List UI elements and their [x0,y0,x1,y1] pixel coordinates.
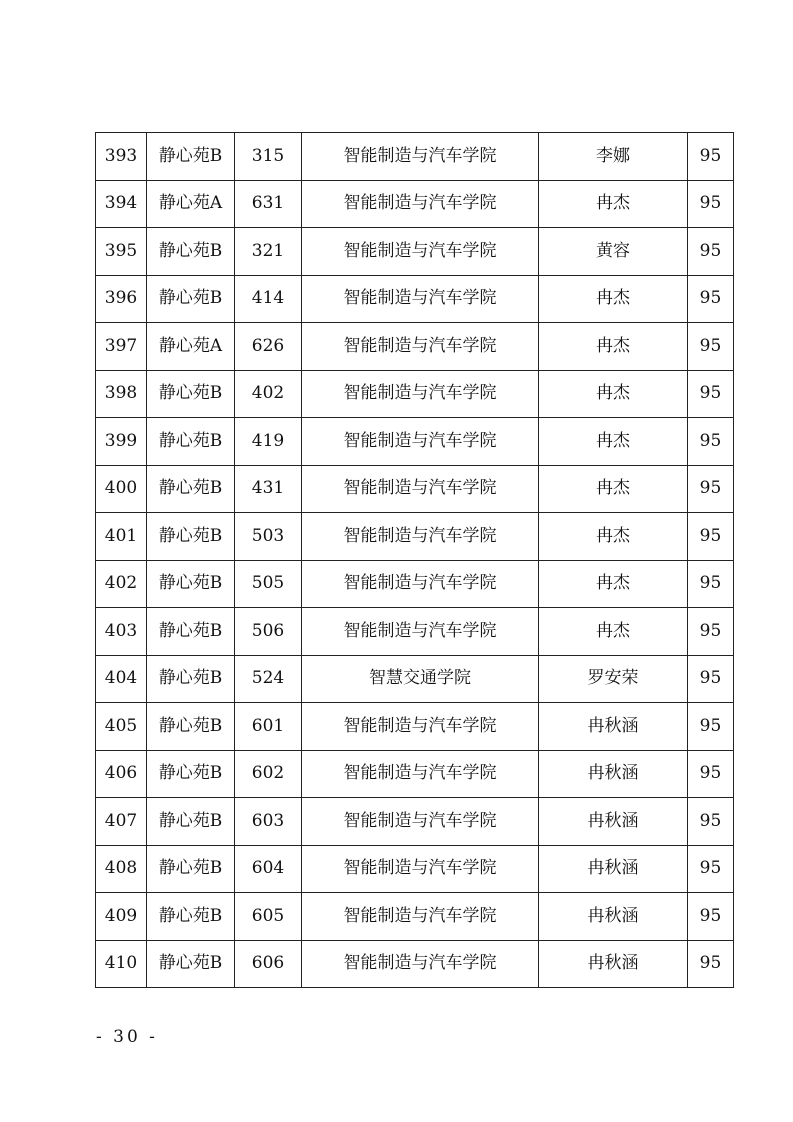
room-number-cell: 321 [235,228,302,276]
college-cell: 智能制造与汽车学院 [302,940,539,988]
building-cell: 静心苑B [147,703,235,751]
college-cell: 智能制造与汽车学院 [302,180,539,228]
room-number-cell: 505 [235,560,302,608]
college-cell: 智能制造与汽车学院 [302,133,539,181]
room-number-cell: 606 [235,940,302,988]
room-number-cell: 419 [235,418,302,466]
score-cell: 95 [688,940,734,988]
row-number-cell: 398 [96,370,147,418]
college-cell: 智慧交通学院 [302,655,539,703]
row-number-cell: 393 [96,133,147,181]
table-row [96,418,734,466]
row-number-cell: 402 [96,560,147,608]
building-cell: 静心苑B [147,513,235,561]
room-number-cell: 601 [235,703,302,751]
room-number-cell: 506 [235,608,302,656]
room-number-cell: 431 [235,465,302,513]
building-cell: 静心苑B [147,133,235,181]
table-row [96,703,734,751]
row-number-cell: 410 [96,940,147,988]
building-cell: 静心苑B [147,893,235,941]
counselor-cell: 冉杰 [539,418,688,466]
table-row [96,370,734,418]
score-cell: 95 [688,560,734,608]
row-number-cell: 394 [96,180,147,228]
counselor-cell: 罗安荣 [539,655,688,703]
table-row [96,750,734,798]
building-cell: 静心苑A [147,180,235,228]
table-row [96,608,734,656]
table-row [96,275,734,323]
counselor-cell: 冉杰 [539,180,688,228]
room-number-cell: 414 [235,275,302,323]
score-cell: 95 [688,703,734,751]
college-cell: 智能制造与汽车学院 [302,703,539,751]
score-cell: 95 [688,608,734,656]
counselor-cell: 冉杰 [539,560,688,608]
counselor-cell: 冉秋涵 [539,940,688,988]
building-cell: 静心苑B [147,798,235,846]
counselor-cell: 冉秋涵 [539,893,688,941]
building-cell: 静心苑B [147,608,235,656]
table-row [96,133,734,181]
building-cell: 静心苑B [147,845,235,893]
table-row [96,655,734,703]
room-number-cell: 604 [235,845,302,893]
building-cell: 静心苑A [147,323,235,371]
room-number-cell: 602 [235,750,302,798]
row-number-cell: 407 [96,798,147,846]
college-cell: 智能制造与汽车学院 [302,418,539,466]
row-number-cell: 400 [96,465,147,513]
score-cell: 95 [688,180,734,228]
row-number-cell: 408 [96,845,147,893]
room-number-cell: 402 [235,370,302,418]
counselor-cell: 冉秋涵 [539,798,688,846]
college-cell: 智能制造与汽车学院 [302,560,539,608]
college-cell: 智能制造与汽车学院 [302,845,539,893]
counselor-cell: 冉秋涵 [539,750,688,798]
score-cell: 95 [688,228,734,276]
score-cell: 95 [688,323,734,371]
building-cell: 静心苑B [147,655,235,703]
room-number-cell: 315 [235,133,302,181]
row-number-cell: 397 [96,323,147,371]
college-cell: 智能制造与汽车学院 [302,750,539,798]
dormitory-score-table [95,132,734,988]
room-number-cell: 626 [235,323,302,371]
table-row [96,798,734,846]
room-number-cell: 605 [235,893,302,941]
counselor-cell: 冉杰 [539,275,688,323]
score-cell: 95 [688,513,734,561]
table-row [96,845,734,893]
college-cell: 智能制造与汽车学院 [302,798,539,846]
score-cell: 95 [688,893,734,941]
row-number-cell: 396 [96,275,147,323]
table-row [96,560,734,608]
room-number-cell: 524 [235,655,302,703]
table-body [96,133,734,988]
score-cell: 95 [688,798,734,846]
building-cell: 静心苑B [147,275,235,323]
table-row [96,180,734,228]
college-cell: 智能制造与汽车学院 [302,275,539,323]
score-cell: 95 [688,133,734,181]
counselor-cell: 冉秋涵 [539,703,688,751]
counselor-cell: 李娜 [539,133,688,181]
counselor-cell: 黄容 [539,228,688,276]
college-cell: 智能制造与汽车学院 [302,465,539,513]
counselor-cell: 冉杰 [539,370,688,418]
row-number-cell: 399 [96,418,147,466]
row-number-cell: 405 [96,703,147,751]
table-row [96,465,734,513]
counselor-cell: 冉杰 [539,465,688,513]
counselor-cell: 冉杰 [539,608,688,656]
building-cell: 静心苑B [147,940,235,988]
building-cell: 静心苑B [147,750,235,798]
college-cell: 智能制造与汽车学院 [302,228,539,276]
building-cell: 静心苑B [147,370,235,418]
row-number-cell: 404 [96,655,147,703]
row-number-cell: 406 [96,750,147,798]
score-cell: 95 [688,655,734,703]
score-cell: 95 [688,370,734,418]
row-number-cell: 395 [96,228,147,276]
building-cell: 静心苑B [147,465,235,513]
room-number-cell: 631 [235,180,302,228]
page-number: - 30 - [96,1027,158,1047]
table-row [96,940,734,988]
college-cell: 智能制造与汽车学院 [302,893,539,941]
counselor-cell: 冉杰 [539,323,688,371]
table-row [96,513,734,561]
score-cell: 95 [688,750,734,798]
building-cell: 静心苑B [147,228,235,276]
score-cell: 95 [688,418,734,466]
building-cell: 静心苑B [147,560,235,608]
college-cell: 智能制造与汽车学院 [302,608,539,656]
score-cell: 95 [688,275,734,323]
building-cell: 静心苑B [147,418,235,466]
room-number-cell: 603 [235,798,302,846]
room-number-cell: 503 [235,513,302,561]
row-number-cell: 403 [96,608,147,656]
row-number-cell: 401 [96,513,147,561]
table-row [96,323,734,371]
college-cell: 智能制造与汽车学院 [302,513,539,561]
college-cell: 智能制造与汽车学院 [302,370,539,418]
college-cell: 智能制造与汽车学院 [302,323,539,371]
counselor-cell: 冉杰 [539,513,688,561]
score-cell: 95 [688,465,734,513]
table-row [96,228,734,276]
table-row [96,893,734,941]
counselor-cell: 冉秋涵 [539,845,688,893]
row-number-cell: 409 [96,893,147,941]
score-cell: 95 [688,845,734,893]
